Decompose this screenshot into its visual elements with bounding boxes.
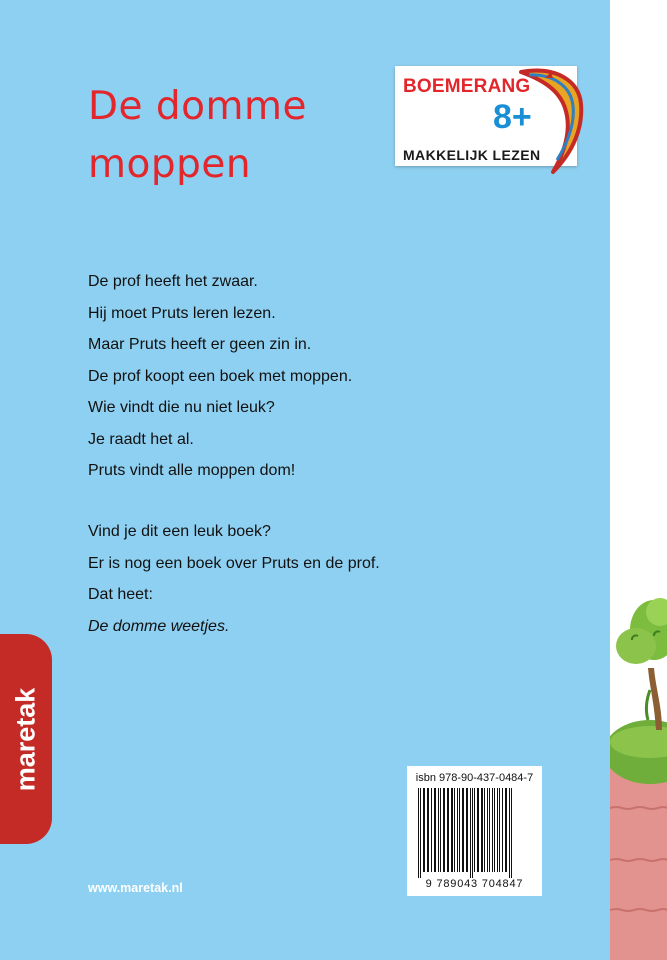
barcode-bar xyxy=(418,788,419,878)
barcode-bar xyxy=(477,788,479,872)
book-title-line-1: De domme xyxy=(88,84,308,129)
blurb-line: De prof koopt een boek met moppen. xyxy=(88,367,353,385)
spine-illustration xyxy=(610,0,667,960)
barcode-bar xyxy=(451,788,453,872)
other-book-title: De domme weetjes. xyxy=(88,617,230,635)
publisher-tab xyxy=(0,634,52,844)
promo-line: Er is nog een boek over Pruts en de prof. xyxy=(88,554,380,572)
blurb-line: Je raadt het al. xyxy=(88,430,194,448)
barcode-bar xyxy=(420,788,421,878)
barcode-bar xyxy=(489,788,490,872)
barcode-bar xyxy=(509,788,510,878)
barcode-bar xyxy=(443,788,445,872)
barcode-bar xyxy=(466,788,468,872)
barcode-bar xyxy=(492,788,493,872)
barcode-bar xyxy=(438,788,439,872)
book-title-line-2: moppen xyxy=(88,142,252,187)
barcode-bar xyxy=(499,788,500,872)
series-tagline: MAKKELIJK LEZEN xyxy=(403,147,541,163)
blurb-line: Pruts vindt alle moppen dom! xyxy=(88,462,296,479)
barcode-bar xyxy=(457,788,458,872)
barcode-bar xyxy=(454,788,455,872)
barcode-bar xyxy=(502,788,503,872)
blurb-line: Wie vindt die nu niet leuk? xyxy=(88,399,275,416)
boomerang-icon xyxy=(515,56,593,180)
blurb-line: Maar Pruts heeft er geen zin in. xyxy=(88,336,312,353)
blurb-line: De prof heeft het zwaar. xyxy=(88,273,258,290)
barcode-box xyxy=(407,766,542,896)
book-title xyxy=(88,78,307,194)
barcode-bar xyxy=(472,788,473,878)
barcode-bar xyxy=(481,788,483,872)
barcode-bar xyxy=(470,788,471,878)
promo-line: Vind je dit een leuk boek? xyxy=(88,523,271,540)
barcode-bar xyxy=(484,788,485,872)
ean-digits: 9 789043 704847 xyxy=(425,878,524,890)
barcode-bar xyxy=(431,788,432,872)
promo-text xyxy=(88,516,380,642)
barcode-icon xyxy=(416,788,533,878)
publisher-logo xyxy=(0,634,52,844)
blurb-text xyxy=(88,266,352,487)
barcode-bar xyxy=(427,788,429,872)
tree-illustration xyxy=(610,0,667,960)
series-name: BOEMERANG xyxy=(403,76,531,97)
promo-line: Dat heet: xyxy=(88,586,153,603)
barcode-bar xyxy=(505,788,507,872)
barcode-bar xyxy=(487,788,488,872)
barcode-bar xyxy=(447,788,449,872)
barcode-bar xyxy=(434,788,436,872)
barcode-bar xyxy=(511,788,512,878)
publisher-logo-text: maretak xyxy=(10,687,41,791)
barcode-bar xyxy=(497,788,498,872)
blurb-line: Hij moet Pruts leren lezen. xyxy=(88,304,276,322)
barcode-bar xyxy=(423,788,425,872)
barcode-bar xyxy=(462,788,464,872)
isbn-label: isbn 978-90-437-0484-7 xyxy=(415,772,534,784)
publisher-website: www.maretak.nl xyxy=(88,881,183,895)
barcode-bar xyxy=(459,788,460,872)
barcode-bar xyxy=(440,788,441,872)
barcode-bar xyxy=(474,788,475,872)
age-rating: 8+ xyxy=(493,98,532,136)
barcode-bar xyxy=(494,788,495,872)
series-badge xyxy=(395,66,593,170)
